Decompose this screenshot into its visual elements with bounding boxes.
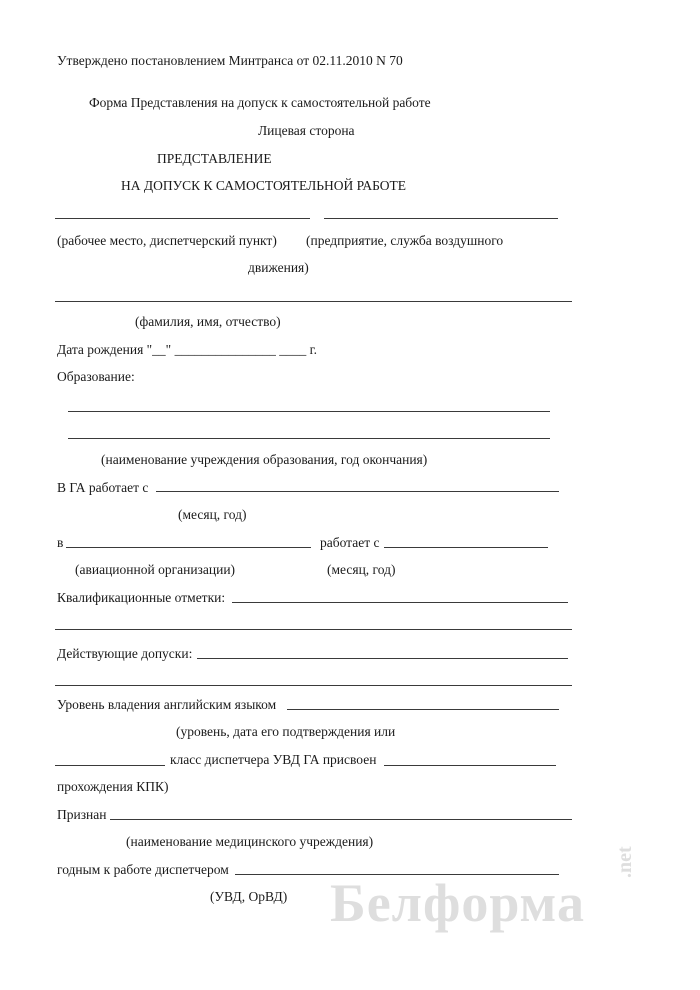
fit-label: годным к работе диспетчером (57, 862, 229, 877)
hint-aviation-org: (авиационной организации) (75, 562, 236, 577)
watermark-suffix: .net (614, 846, 636, 878)
english-level-line[interactable] (287, 709, 559, 710)
class-assigned-label: класс диспетчера УВД ГА присвоен (170, 752, 377, 767)
education-label: Образование: (57, 369, 135, 384)
permits-line-2[interactable] (55, 685, 572, 686)
class-date-line[interactable] (55, 765, 165, 766)
hint-enterprise-2: движения) (248, 260, 309, 275)
approval-note: Утверждено постановлением Минтранса от 02.11.2010 N 70 (57, 53, 403, 68)
qualification-line-2[interactable] (55, 629, 572, 630)
hint-education: (наименование учреждения образования, год окончания) (101, 452, 428, 467)
title-line-2: НА ДОПУСК К САМОСТОЯТЕЛЬНОЙ РАБОТЕ (121, 178, 407, 193)
fio-line[interactable] (55, 301, 572, 302)
hint-month-year-2: (месяц, год) (327, 562, 396, 577)
hint-level: (уровень, дата его подтверждения или (176, 724, 396, 739)
workplace-line[interactable] (55, 218, 310, 219)
hint-fio: (фамилия, имя, отчество) (135, 314, 281, 329)
aviation-org-line[interactable] (66, 547, 311, 548)
recognized-label: Признан (57, 807, 107, 822)
english-level-label: Уровень владения английским языком (57, 697, 277, 712)
ga-since-line[interactable] (156, 491, 559, 492)
qualification-line-1[interactable] (232, 602, 568, 603)
works-since-label: работает с (320, 535, 380, 550)
permits-line-1[interactable] (197, 658, 568, 659)
form-name: Форма Представления на допуск к самостоятельной работе (89, 95, 431, 110)
education-line-1[interactable] (68, 411, 550, 412)
education-line-2[interactable] (68, 438, 550, 439)
hint-kpk: прохождения КПК) (57, 779, 169, 794)
hint-medical: (наименование медицинского учреждения) (126, 834, 374, 849)
enterprise-line[interactable] (324, 218, 558, 219)
qualification-label: Квалификационные отметки: (57, 590, 226, 605)
class-assigned-line[interactable] (384, 765, 556, 766)
works-since-line[interactable] (384, 547, 548, 548)
side-label: Лицевая сторона (258, 123, 355, 138)
hint-enterprise-1: (предприятие, служба воздушного (306, 233, 504, 248)
hint-workplace: (рабочее место, диспетчерский пункт) (57, 233, 277, 248)
ga-since-label: В ГА работает с (57, 480, 149, 495)
hint-month-year-1: (месяц, год) (178, 507, 247, 522)
permits-label: Действующие допуски: (57, 646, 193, 661)
birth-date-label: Дата рождения "__" _______________ ____ г. (57, 342, 317, 357)
watermark-logo: Белформа (330, 873, 585, 933)
title-line-1: ПРЕДСТАВЛЕНИЕ (157, 151, 272, 166)
hint-uvd: (УВД, ОрВД) (210, 889, 288, 904)
medical-line[interactable] (110, 819, 572, 820)
in-label: в (57, 535, 64, 550)
